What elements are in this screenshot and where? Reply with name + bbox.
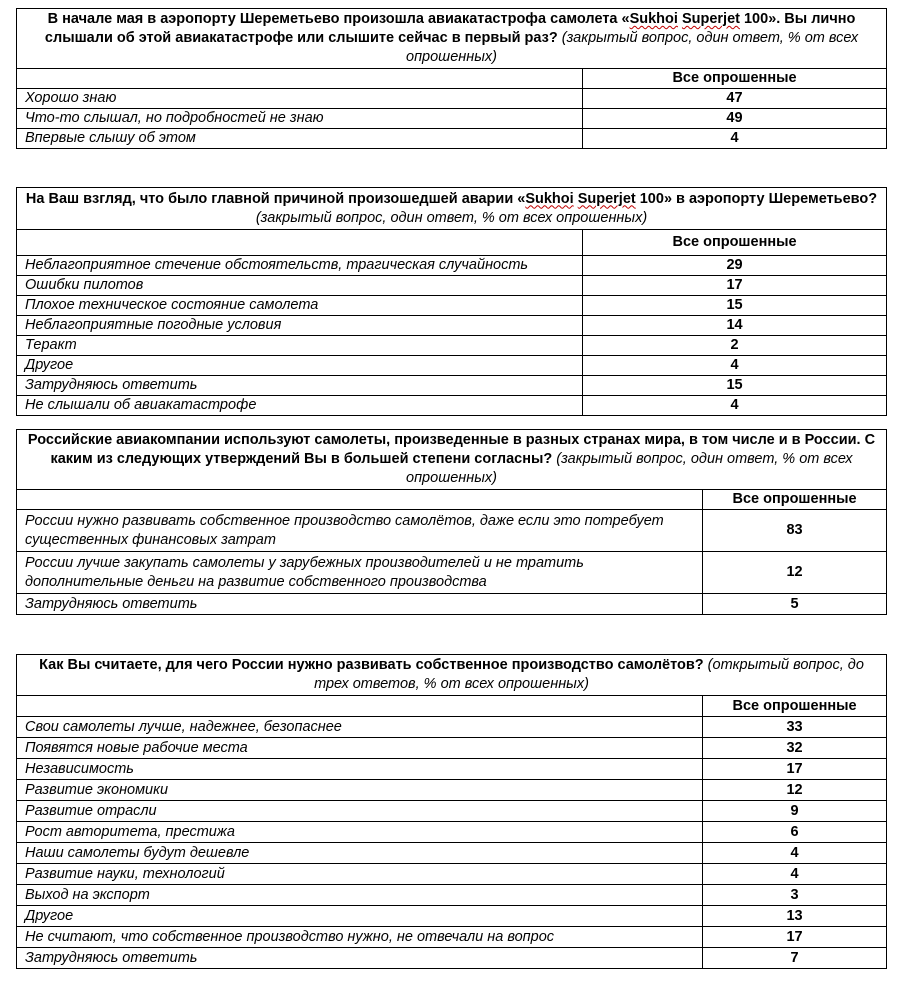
column-header: Все опрошенные bbox=[583, 230, 887, 256]
row-value: 17 bbox=[583, 276, 887, 296]
row-label: Выход на экспорт bbox=[17, 885, 703, 906]
row-label: Другое bbox=[17, 906, 703, 927]
table-row bbox=[17, 717, 887, 738]
question-4-note: (открытый вопрос, до трех ответов, % от всех опрошенных) bbox=[314, 657, 864, 692]
question-3 bbox=[17, 430, 887, 490]
row-label: Затрудняюсь ответить bbox=[17, 376, 583, 396]
question-4-main: Как Вы считаете, для чего России нужно развивать собственное производство самолётов? bbox=[39, 657, 704, 673]
column-header: Все опрошенные bbox=[703, 490, 887, 510]
row-value: 32 bbox=[703, 738, 887, 759]
table-row bbox=[17, 843, 887, 864]
row-label: Плохое техническое состояние самолета bbox=[17, 296, 583, 316]
table-row bbox=[17, 927, 887, 948]
row-value: 83 bbox=[703, 510, 887, 552]
row-label: Независимость bbox=[17, 759, 703, 780]
row-label: Неблагоприятные погодные условия bbox=[17, 316, 583, 336]
row-value: 3 bbox=[703, 885, 887, 906]
table-row bbox=[17, 296, 887, 316]
row-label: Развитие экономики bbox=[17, 780, 703, 801]
row-value: 15 bbox=[583, 376, 887, 396]
table-row bbox=[17, 552, 887, 594]
row-label: Ошибки пилотов bbox=[17, 276, 583, 296]
row-value: 4 bbox=[703, 864, 887, 885]
table-row bbox=[17, 822, 887, 843]
column-header: Все опрошенные bbox=[703, 696, 887, 717]
row-value: 9 bbox=[703, 801, 887, 822]
row-value: 17 bbox=[703, 927, 887, 948]
table-row bbox=[17, 885, 887, 906]
row-label: России лучше закупать самолеты у зарубежных производителей и не тратить дополнительные деньги на развитие собственного производства bbox=[17, 552, 703, 594]
question-4 bbox=[17, 655, 887, 696]
question-3-main: Российские авиакомпании используют самолеты, произведенные в разных странах мира, в том числе и в России. С каким из следующих утверждений Вы в большей степени согласны? bbox=[27, 432, 876, 467]
brand-sukhoi: Sukhoi bbox=[629, 11, 678, 27]
table-row bbox=[17, 396, 887, 416]
table-row bbox=[17, 276, 887, 296]
survey-table-4 bbox=[16, 654, 887, 969]
brand-sukhoi: Sukhoi bbox=[525, 190, 574, 207]
row-label: Рост авторитета, престижа bbox=[17, 822, 703, 843]
row-label: Что-то слышал, но подробностей не знаю bbox=[17, 109, 583, 129]
table-row bbox=[17, 316, 887, 336]
table-row bbox=[17, 864, 887, 885]
table-row bbox=[17, 109, 887, 129]
survey-table-3 bbox=[16, 429, 887, 615]
row-label: России нужно развивать собственное производство самолётов, даже если это потребует существенных финансовых затрат bbox=[17, 510, 703, 552]
row-label: Затрудняюсь ответить bbox=[17, 948, 703, 969]
question-2-note: (закрытый вопрос, один ответ, % от всех опрошенных) bbox=[255, 209, 648, 226]
question-2 bbox=[17, 188, 887, 230]
row-label: Развитие науки, технологий bbox=[17, 864, 703, 885]
row-value: 4 bbox=[583, 129, 887, 149]
survey-table-1 bbox=[16, 8, 887, 149]
row-label: Появятся новые рабочие места bbox=[17, 738, 703, 759]
row-value: 47 bbox=[583, 89, 887, 109]
table-row bbox=[17, 780, 887, 801]
row-value: 13 bbox=[703, 906, 887, 927]
question-3-note: (закрытый вопрос, один ответ, % от всех опрошенных) bbox=[406, 451, 853, 486]
question-1-note: (закрытый вопрос, один ответ, % от всех опрошенных) bbox=[406, 30, 859, 65]
table-row bbox=[17, 256, 887, 276]
row-value: 7 bbox=[703, 948, 887, 969]
row-value: 4 bbox=[703, 843, 887, 864]
table-row bbox=[17, 906, 887, 927]
row-label: Неблагоприятное стечение обстоятельств, трагическая случайность bbox=[17, 256, 583, 276]
row-label: Впервые слышу об этом bbox=[17, 129, 583, 149]
table-row bbox=[17, 89, 887, 109]
table-row bbox=[17, 336, 887, 356]
survey-table-2 bbox=[16, 187, 887, 416]
row-label: Хорошо знаю bbox=[17, 89, 583, 109]
table-row bbox=[17, 759, 887, 780]
table-row bbox=[17, 510, 887, 552]
column-header: Все опрошенные bbox=[583, 69, 887, 89]
row-label: Развитие отрасли bbox=[17, 801, 703, 822]
row-value: 29 bbox=[583, 256, 887, 276]
row-label: Наши самолеты будут дешевле bbox=[17, 843, 703, 864]
table-row bbox=[17, 356, 887, 376]
row-value: 15 bbox=[583, 296, 887, 316]
row-label: Свои самолеты лучше, надежнее, безопаснее bbox=[17, 717, 703, 738]
row-value: 33 bbox=[703, 717, 887, 738]
table-row bbox=[17, 129, 887, 149]
table-row bbox=[17, 376, 887, 396]
row-label: Не считают, что собственное производство нужно, не отвечали на вопрос bbox=[17, 927, 703, 948]
question-1 bbox=[17, 9, 887, 69]
row-value: 5 bbox=[703, 594, 887, 615]
row-label: Не слышали об авиакатастрофе bbox=[17, 396, 583, 416]
table-row bbox=[17, 948, 887, 969]
row-label: Теракт bbox=[17, 336, 583, 356]
row-label: Затрудняюсь ответить bbox=[17, 594, 703, 615]
row-value: 49 bbox=[583, 109, 887, 129]
table-row bbox=[17, 738, 887, 759]
row-value: 2 bbox=[583, 336, 887, 356]
row-value: 17 bbox=[703, 759, 887, 780]
row-value: 14 bbox=[583, 316, 887, 336]
row-value: 6 bbox=[703, 822, 887, 843]
row-label: Другое bbox=[17, 356, 583, 376]
table-row bbox=[17, 801, 887, 822]
question-2-main: На Ваш взгляд, что было главной причиной произошедшей аварии «Sukhoi Superjet 100» в аэропорту Шереметьево? bbox=[25, 190, 878, 207]
brand-superjet: Superjet bbox=[681, 11, 740, 27]
brand-superjet: Superjet bbox=[577, 190, 636, 207]
question-1-main: В начале мая в аэропорту Шереметьево произошла авиакатастрофа самолета «Sukhoi Superjet 100». Вы лично слышали об этой авиакатастрофе или слышите сейчас в первый раз? bbox=[44, 11, 856, 46]
row-value: 12 bbox=[703, 552, 887, 594]
table-row bbox=[17, 594, 887, 615]
row-value: 4 bbox=[583, 396, 887, 416]
row-value: 12 bbox=[703, 780, 887, 801]
row-value: 4 bbox=[583, 356, 887, 376]
